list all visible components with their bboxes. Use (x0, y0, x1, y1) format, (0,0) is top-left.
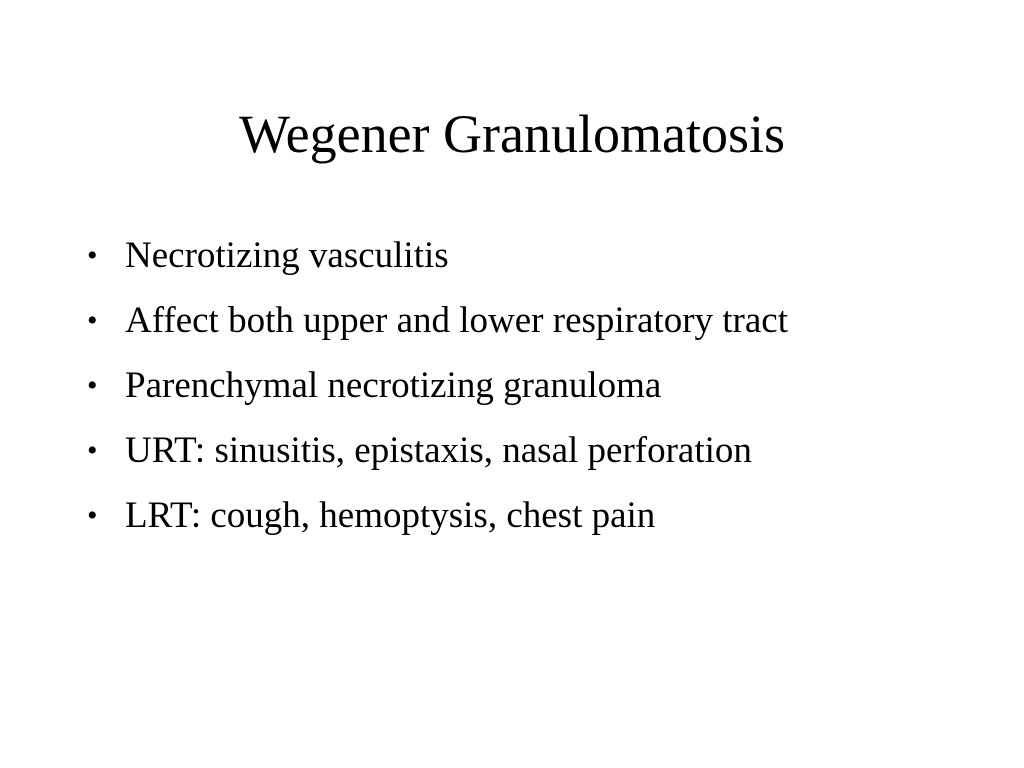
bullet-text: Necrotizing vasculitis (125, 235, 449, 276)
bullet-icon: • (87, 499, 98, 532)
bullet-item (87, 425, 917, 477)
bullet-text: URT: sinusitis, epistaxis, nasal perforation (125, 430, 752, 471)
bullet-icon: • (87, 434, 98, 467)
bullet-item (87, 360, 917, 412)
bullet-text: Parenchymal necrotizing granuloma (125, 365, 662, 406)
slide-title: Wegener Granulomatosis (239, 104, 785, 164)
bullet-list (87, 230, 917, 555)
bullet-item (87, 230, 917, 282)
bullet-icon: • (87, 304, 98, 337)
bullet-icon: • (87, 239, 98, 272)
bullet-text: Affect both upper and lower respiratory tract (125, 300, 789, 341)
bullet-item (87, 295, 917, 347)
bullet-text: LRT: cough, hemoptysis, chest pain (125, 495, 656, 536)
bullet-item (87, 490, 917, 542)
bullet-icon: • (87, 369, 98, 402)
